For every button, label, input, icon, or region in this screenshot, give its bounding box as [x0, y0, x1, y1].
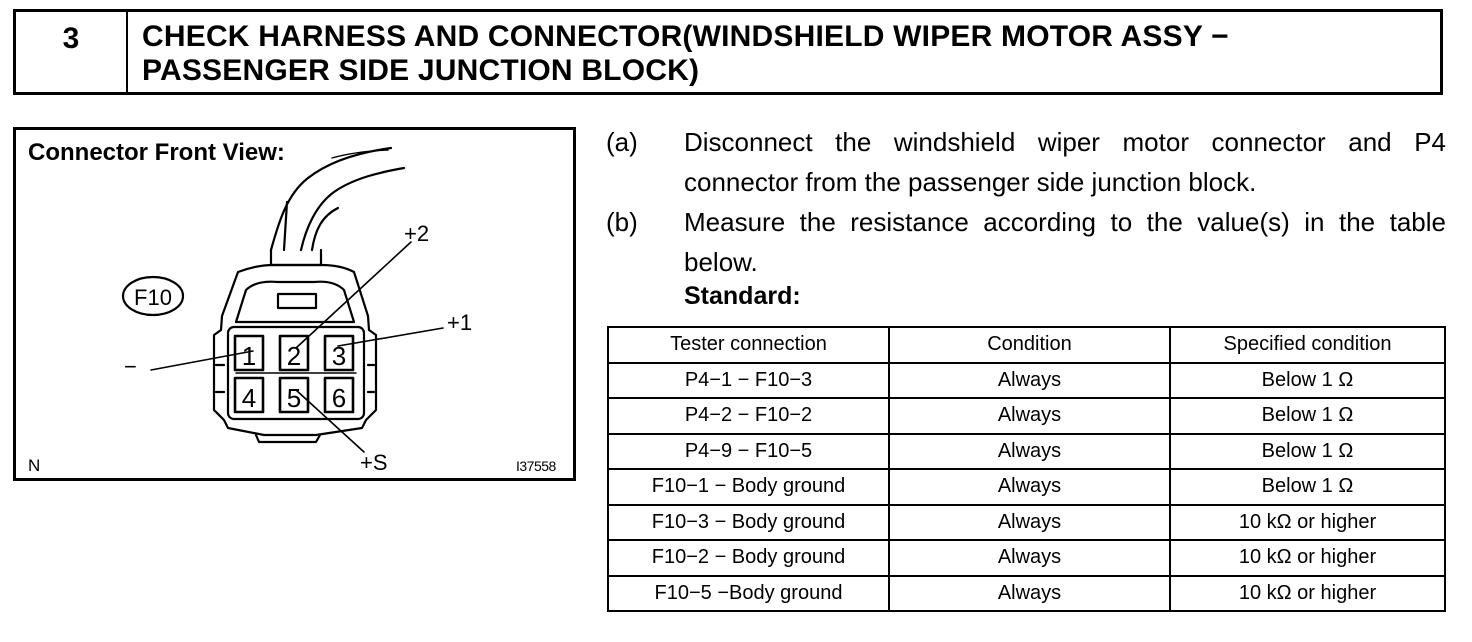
- column-header: Tester connection: [608, 327, 889, 363]
- specified-condition-cell: 10 kΩ or higher: [1170, 576, 1445, 612]
- resistance-spec-table: [607, 326, 1446, 612]
- connector-code-label: F10: [134, 285, 172, 310]
- tester-connection-cell: F10−5 −Body ground: [608, 576, 889, 612]
- tester-connection-cell: F10−1 − Body ground: [608, 469, 889, 505]
- condition-cell: Always: [889, 540, 1170, 576]
- step-b-letter: (b): [606, 207, 638, 237]
- tester-connection-cell: F10−2 − Body ground: [608, 540, 889, 576]
- column-header: Condition: [889, 327, 1170, 363]
- illustration-id: I37558: [516, 458, 556, 474]
- procedure-header: [13, 9, 1443, 95]
- pin-3: 3: [331, 341, 347, 371]
- table-row: [608, 434, 1445, 470]
- table-header-row: [608, 327, 1445, 363]
- procedure-title: [128, 12, 1440, 92]
- specified-condition-cell: 10 kΩ or higher: [1170, 540, 1445, 576]
- pin-5: 5: [286, 383, 302, 413]
- step-b: [606, 202, 1446, 282]
- callout-plusS: +S: [360, 450, 388, 475]
- specified-condition-cell: Below 1 Ω: [1170, 434, 1445, 470]
- figure-title: Connector Front View:: [28, 139, 285, 166]
- pin-1: 1: [241, 341, 257, 371]
- procedure-title-line2: PASSENGER SIDE JUNCTION BLOCK): [142, 54, 700, 87]
- step-number: 3: [16, 12, 128, 92]
- standard-label: Standard:: [684, 282, 801, 310]
- condition-cell: Always: [889, 576, 1170, 612]
- tester-connection-cell: P4−1 − F10−3: [608, 363, 889, 399]
- instruction-list: [606, 122, 1446, 282]
- condition-cell: Always: [889, 363, 1170, 399]
- procedure-title-line1: CHECK HARNESS AND CONNECTOR(WINDSHIELD WIPER MOTOR ASSY −: [142, 20, 1229, 53]
- condition-cell: Always: [889, 434, 1170, 470]
- condition-cell: Always: [889, 505, 1170, 541]
- specified-condition-cell: Below 1 Ω: [1170, 398, 1445, 434]
- tester-connection-cell: P4−2 − F10−2: [608, 398, 889, 434]
- specified-condition-cell: Below 1 Ω: [1170, 469, 1445, 505]
- pin-4: 4: [241, 383, 257, 413]
- step-a-letter: (a): [606, 127, 638, 157]
- table-row: [608, 505, 1445, 541]
- callout-plus2: +2: [404, 221, 430, 246]
- step-a: [606, 122, 1446, 202]
- tester-connection-cell: F10−3 − Body ground: [608, 505, 889, 541]
- table-row: [608, 469, 1445, 505]
- pin-2: 2: [286, 341, 302, 371]
- specified-condition-cell: Below 1 Ω: [1170, 363, 1445, 399]
- table-row: [608, 398, 1445, 434]
- specified-condition-cell: 10 kΩ or higher: [1170, 505, 1445, 541]
- step-b-text: Measure the resistance according to the value(s) in the table below.: [684, 207, 1446, 277]
- callout-minus: −: [124, 354, 137, 379]
- table-row: [608, 576, 1445, 612]
- step-a-text: Disconnect the windshield wiper motor connector and P4 connector from the passenger side junction block.: [684, 127, 1446, 197]
- condition-cell: Always: [889, 398, 1170, 434]
- column-header: Specified condition: [1170, 327, 1445, 363]
- pin-6: 6: [331, 383, 347, 413]
- callout-plus1: +1: [447, 310, 473, 335]
- connector-illustration: [16, 130, 573, 478]
- condition-cell: Always: [889, 469, 1170, 505]
- table-row: [608, 540, 1445, 576]
- figure-corner-letter: N: [28, 456, 41, 475]
- connector-figure: [13, 127, 576, 481]
- tester-connection-cell: P4−9 − F10−5: [608, 434, 889, 470]
- table-row: [608, 363, 1445, 399]
